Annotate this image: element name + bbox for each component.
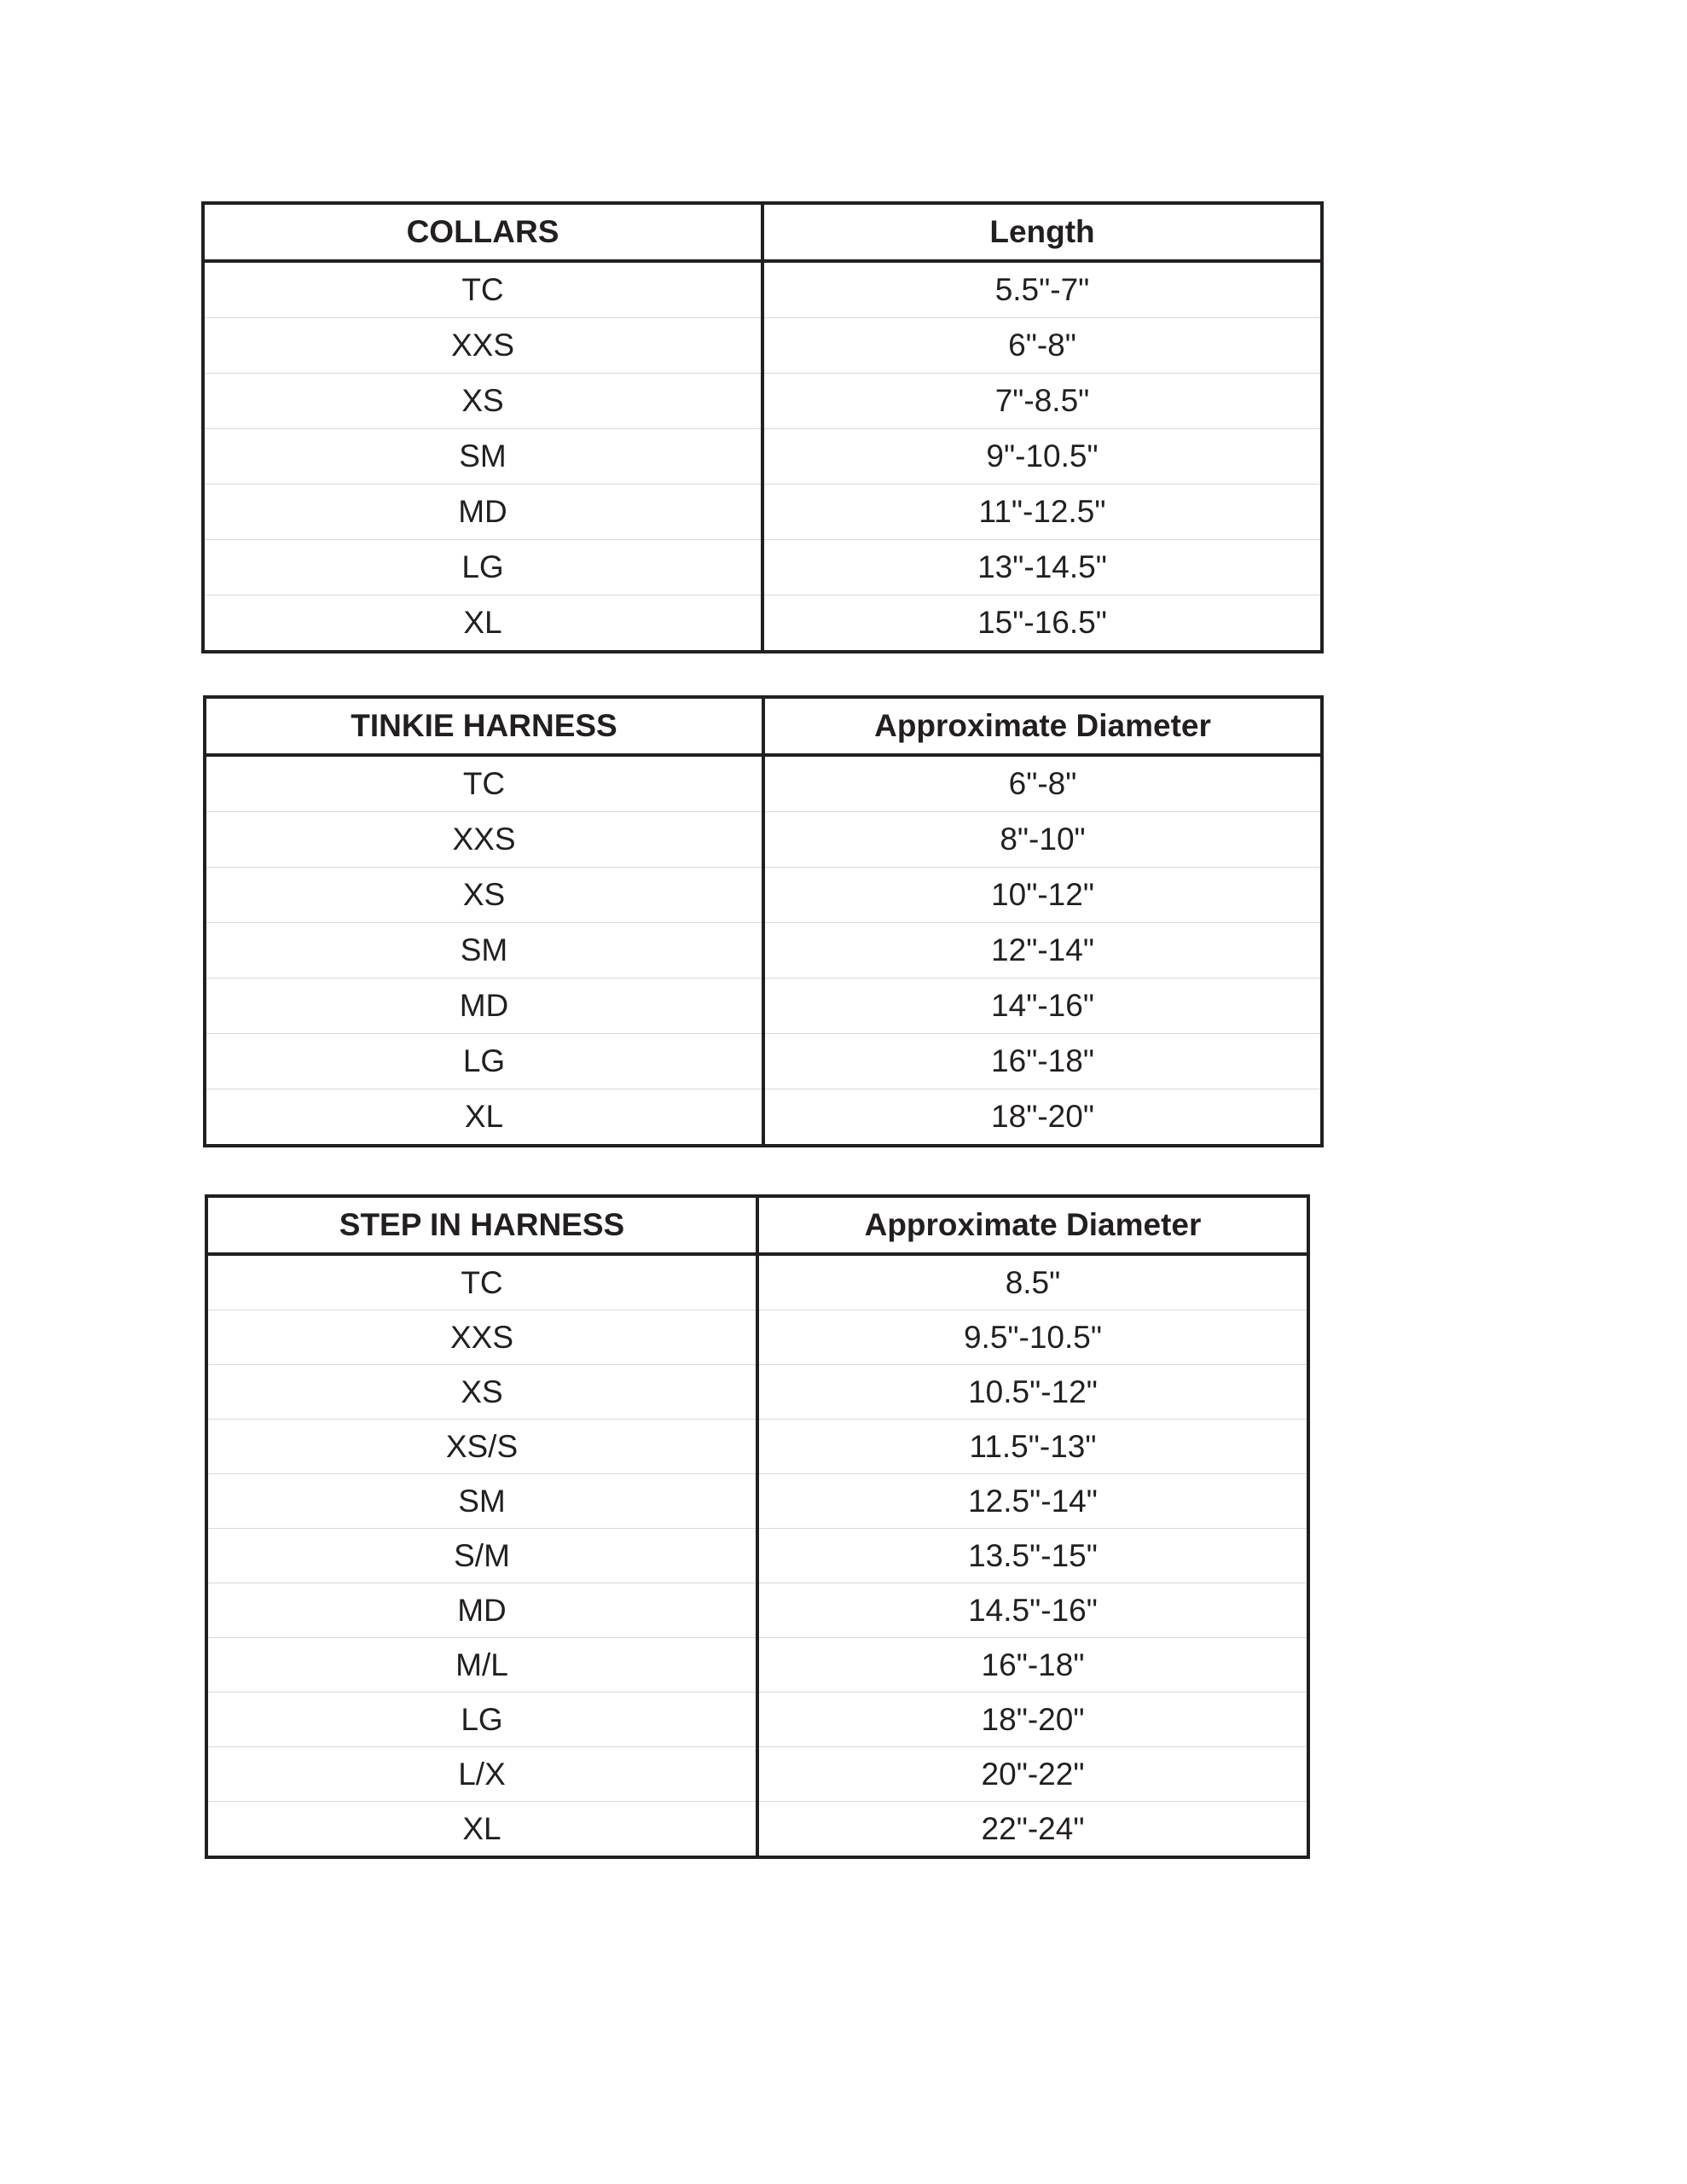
table-row (205, 868, 1322, 923)
size-cell: LG (203, 540, 762, 595)
table-row (206, 1365, 1308, 1420)
size-cell: MD (205, 979, 763, 1034)
measurement-cell: 8.5" (757, 1254, 1308, 1310)
size-cell: SM (205, 923, 763, 979)
measurement-cell: 6"-8" (763, 755, 1322, 812)
tinkie-harness-size-table (203, 695, 1324, 1147)
size-cell: XS (206, 1365, 757, 1420)
size-cell: LG (205, 1034, 763, 1089)
measurement-cell: 15"-16.5" (977, 605, 1107, 640)
size-cell: XS/S (206, 1420, 757, 1474)
measurement-cell: 12"-14" (763, 923, 1322, 979)
table-row (206, 1254, 1308, 1310)
size-cell: XL (205, 1089, 763, 1147)
measurement-cell: 10.5"-12" (757, 1365, 1308, 1420)
table-row (205, 979, 1322, 1034)
measurement-cell: 5.5"-7" (762, 261, 1322, 318)
measurement-cell: 9"-10.5" (762, 429, 1322, 485)
measurement-cell: 10"-12" (763, 868, 1322, 923)
column-header-measurement: Approximate Diameter (763, 697, 1322, 755)
step-in-harness-size-table (205, 1194, 1310, 1859)
table-row (206, 1529, 1308, 1583)
table-row (203, 595, 1322, 653)
table-row (206, 1583, 1308, 1638)
size-cell: SM (203, 429, 762, 485)
table-header-row (205, 697, 1322, 755)
size-cell: M/L (206, 1638, 757, 1693)
size-cell: LG (206, 1693, 757, 1747)
measurement-cell: 22"-24" (981, 1810, 1085, 1846)
measurement-cell: 14.5"-16" (757, 1583, 1308, 1638)
measurement-cell: 18"-20" (757, 1693, 1308, 1747)
measurement-cell: 18"-20" (991, 1099, 1094, 1134)
size-cell: XS (203, 374, 762, 429)
size-cell: L/X (206, 1747, 757, 1802)
table-row (206, 1420, 1308, 1474)
size-cell: S/M (206, 1529, 757, 1583)
table-row (203, 318, 1322, 374)
table-row (205, 1089, 1322, 1147)
measurement-cell: 13"-14.5" (762, 540, 1322, 595)
column-header-measurement: Approximate Diameter (757, 1196, 1308, 1254)
table-row (206, 1693, 1308, 1747)
table-header-row (203, 203, 1322, 261)
size-cell: TC (203, 261, 762, 318)
size-cell: SM (206, 1474, 757, 1529)
measurement-cell: 16"-18" (757, 1638, 1308, 1693)
table-row (205, 1034, 1322, 1089)
size-cell: TC (205, 755, 763, 812)
collars-size-table (201, 201, 1324, 653)
measurement-cell: 13.5"-15" (757, 1529, 1308, 1583)
table-row (206, 1638, 1308, 1693)
table-row (205, 923, 1322, 979)
table-header-row (206, 1196, 1308, 1254)
table-row (203, 261, 1322, 318)
size-cell: TC (206, 1254, 757, 1310)
size-cell: XXS (205, 812, 763, 868)
table-row (206, 1474, 1308, 1529)
size-cell: XL (203, 595, 762, 653)
measurement-cell: 11"-12.5" (762, 485, 1322, 540)
size-cell: XXS (206, 1310, 757, 1365)
size-cell: XXS (203, 318, 762, 374)
column-header-product: COLLARS (203, 203, 762, 261)
measurement-cell: 6"-8" (762, 318, 1322, 374)
table-row (205, 812, 1322, 868)
table-row (206, 1310, 1308, 1365)
measurement-cell: 8"-10" (763, 812, 1322, 868)
measurement-cell: 20"-22" (757, 1747, 1308, 1802)
table-row (203, 540, 1322, 595)
size-cell: MD (206, 1583, 757, 1638)
column-header-product: STEP IN HARNESS (206, 1196, 757, 1254)
table-row (203, 374, 1322, 429)
measurement-cell: 9.5"-10.5" (757, 1310, 1308, 1365)
size-cell: XS (205, 868, 763, 923)
measurement-cell: 16"-18" (763, 1034, 1322, 1089)
size-cell: MD (203, 485, 762, 540)
table-row (206, 1747, 1308, 1802)
table-row (203, 485, 1322, 540)
column-header-measurement: Length (762, 203, 1322, 261)
table-row (206, 1802, 1308, 1858)
measurement-cell: 7"-8.5" (762, 374, 1322, 429)
table-row (203, 429, 1322, 485)
column-header-product: TINKIE HARNESS (205, 697, 763, 755)
measurement-cell: 12.5"-14" (757, 1474, 1308, 1529)
measurement-cell: 11.5"-13" (757, 1420, 1308, 1474)
table-row (205, 755, 1322, 812)
measurement-cell: 14"-16" (763, 979, 1322, 1034)
size-cell: XL (206, 1802, 757, 1858)
